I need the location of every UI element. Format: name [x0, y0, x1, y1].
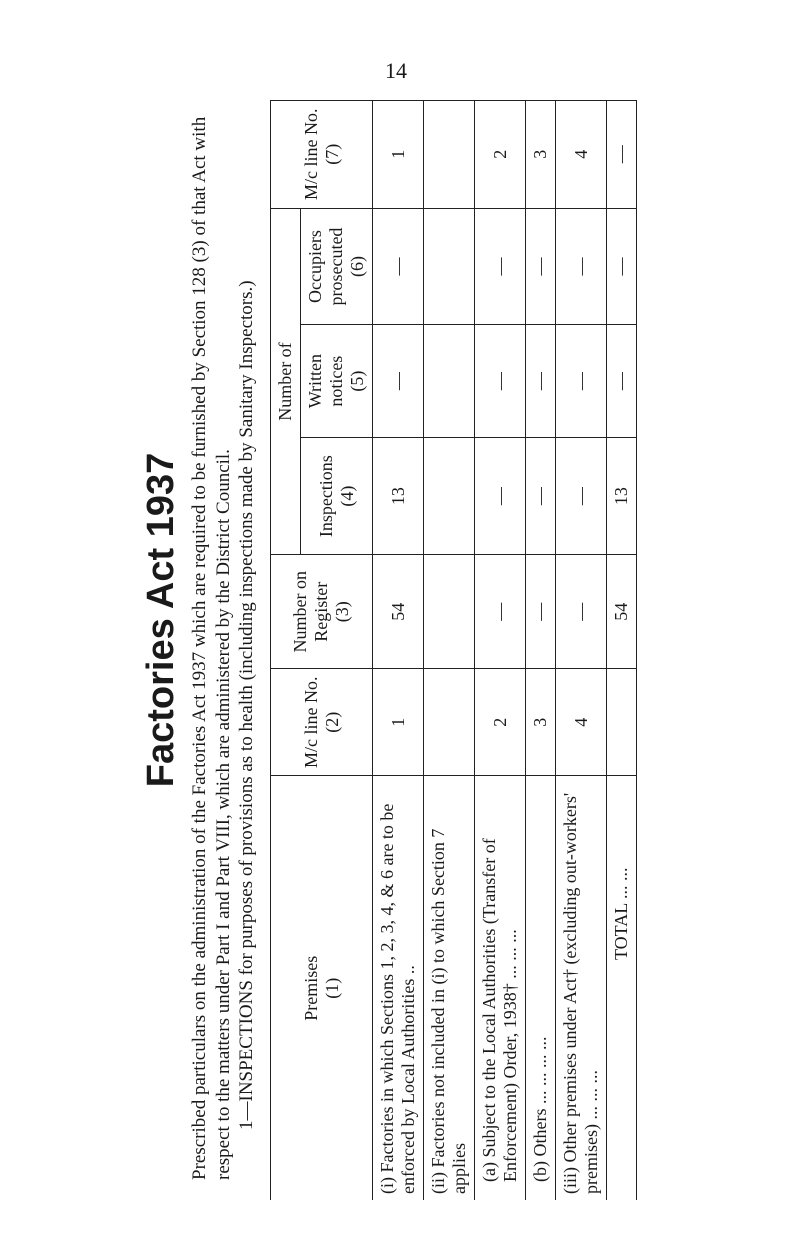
written-cell: —	[373, 325, 424, 437]
written-total: —	[607, 325, 637, 437]
mc-line-header-2: M/c line No. (7)	[271, 101, 373, 209]
mc-cell: 2	[475, 668, 526, 776]
premises-cell: (b) Others ... ... ... ...	[526, 776, 556, 1200]
intro-paragraph: Prescribed particulars on the administration of the Factories Act 1937 which are required to be furnished by Section 128 (3) of that Act with respect to the matters under Part I and Part VIII, which are administered by the District Council.	[189, 116, 234, 1180]
written-cell: —	[556, 325, 607, 437]
mc-cell: 1	[373, 668, 424, 776]
occupiers-prosecuted-header: Occupiers prosecuted (6)	[301, 208, 373, 325]
total-row	[607, 101, 637, 1201]
written-notices-header: Written notices (5)	[301, 325, 373, 437]
register-cell: —	[556, 555, 607, 668]
occupiers-cell: —	[556, 208, 607, 325]
inspections-cell: —	[526, 437, 556, 555]
premises-cell: (iii) Other premises under Act† (excluding out-workers' premises) ... ... ...	[556, 776, 607, 1200]
register-cell: —	[526, 555, 556, 668]
mc2-cell: 3	[526, 101, 556, 209]
mc-line-header: M/c line No. (2)	[271, 668, 373, 776]
register-header: Number on Register (3)	[271, 555, 373, 668]
premises-cell: (a) Subject to the Local Authorities (Transfer of Enforcement) Order, 1938† ... ... ...	[475, 776, 526, 1200]
occupiers-cell	[424, 208, 475, 325]
mc2-total: —	[607, 101, 637, 209]
inspections-cell	[424, 437, 475, 555]
written-cell: —	[475, 325, 526, 437]
table-row	[424, 101, 475, 1201]
page-title: Factories Act 1937	[140, 452, 182, 788]
section-heading: 1—INSPECTIONS for purposes of provisions as to health (including inspections made by Sanitary Inspectors.)	[236, 280, 257, 1130]
table-row	[475, 101, 526, 1201]
register-cell	[424, 555, 475, 668]
mc-cell: 3	[526, 668, 556, 776]
premises-cell: (ii) Factories not included in (i) to which Section 7 applies	[424, 776, 475, 1200]
inspections-cell: —	[556, 437, 607, 555]
inspections-header: Inspections (4)	[301, 437, 373, 555]
premises-header: Premises (1)	[271, 776, 373, 1200]
page-number: 14	[385, 58, 407, 83]
register-total: 54	[607, 555, 637, 668]
occupiers-cell: —	[526, 208, 556, 325]
mc2-cell: 2	[475, 101, 526, 209]
register-cell: —	[475, 555, 526, 668]
occupiers-cell: —	[475, 208, 526, 325]
inspections-cell: 13	[373, 437, 424, 555]
number-of-header: Number of	[271, 208, 301, 555]
table-row	[556, 101, 607, 1201]
inspections-table	[270, 100, 637, 1200]
mc2-cell: 1	[373, 101, 424, 209]
mc-cell	[607, 668, 637, 776]
table-row	[373, 101, 424, 1201]
register-cell: 54	[373, 555, 424, 668]
inspections-total: 13	[607, 437, 637, 555]
table-row	[526, 101, 556, 1201]
mc-cell	[424, 668, 475, 776]
rotated-page-content	[140, 40, 760, 1200]
written-cell	[424, 325, 475, 437]
occupiers-cell: —	[373, 208, 424, 325]
mc2-cell: 4	[556, 101, 607, 209]
written-cell: —	[526, 325, 556, 437]
total-label: TOTAL ... ...	[607, 776, 637, 1200]
occupiers-total: —	[607, 208, 637, 325]
premises-cell: (i) Factories in which Sections 1, 2, 3, 4, & 6 are to be enforced by Local Authorities ..	[373, 776, 424, 1200]
mc2-cell	[424, 101, 475, 209]
inspections-cell: —	[475, 437, 526, 555]
mc-cell: 4	[556, 668, 607, 776]
